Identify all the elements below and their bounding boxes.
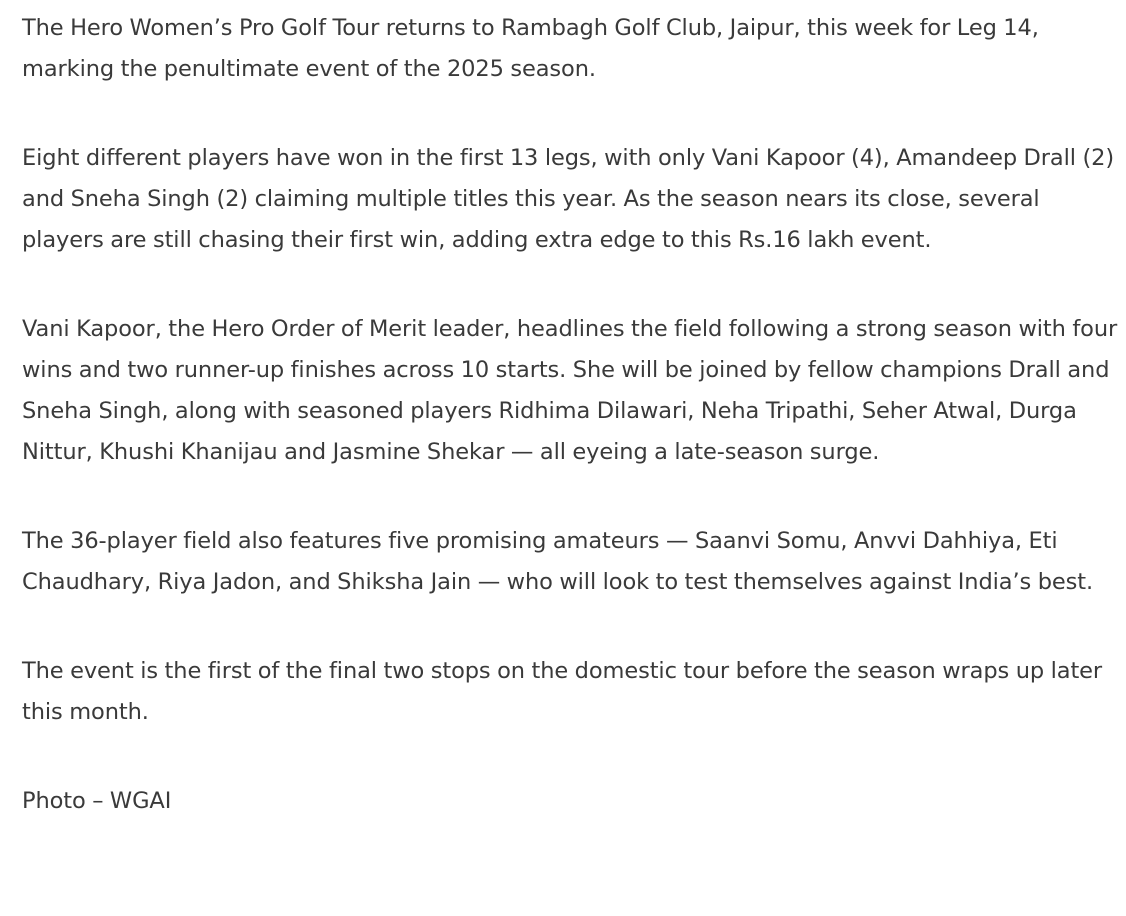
paragraph-winners: Eight different players have won in the first 13 legs, with only Vani Kapoor (4), Amandeep Drall (2) and Sneha Singh (2) claiming multiple titles this year. As the season nears its close, several players are still chasing their first win, adding extra edge to this Rs.16 lakh event.: [22, 145, 1115, 253]
photo-credit: Photo – WGAI: [22, 788, 172, 814]
paragraph-amateurs: The 36-player field also features five promising amateurs — Saanvi Somu, Anvvi Dahhiya, Eti Chaudhary, Riya Jadon, and Shiksha Jain — who will look to test themselves against India’s best.: [22, 528, 1094, 595]
paragraph-leg14-intro: The Hero Women’s Pro Golf Tour returns to Rambagh Golf Club, Jaipur, this week for Leg 14, marking the penultimate event of the 2025 season.: [22, 15, 1039, 82]
paragraph-schedule: The event is the first of the final two stops on the domestic tour before the season wraps up later this month.: [22, 658, 1103, 725]
paragraph-field-headliners: Vani Kapoor, the Hero Order of Merit leader, headlines the field following a strong season with four wins and two runner-up finishes across 10 starts. She will be joined by fellow champions Drall and Sneha Singh, along with seasoned players Ridhima Dilawari, Neha Tripathi, Seher Atwal, Durga Nittur, Khushi Khanijau and Jasmine Shekar — all eyeing a late-season surge.: [22, 316, 1118, 465]
article-body: [22, 8, 1118, 822]
